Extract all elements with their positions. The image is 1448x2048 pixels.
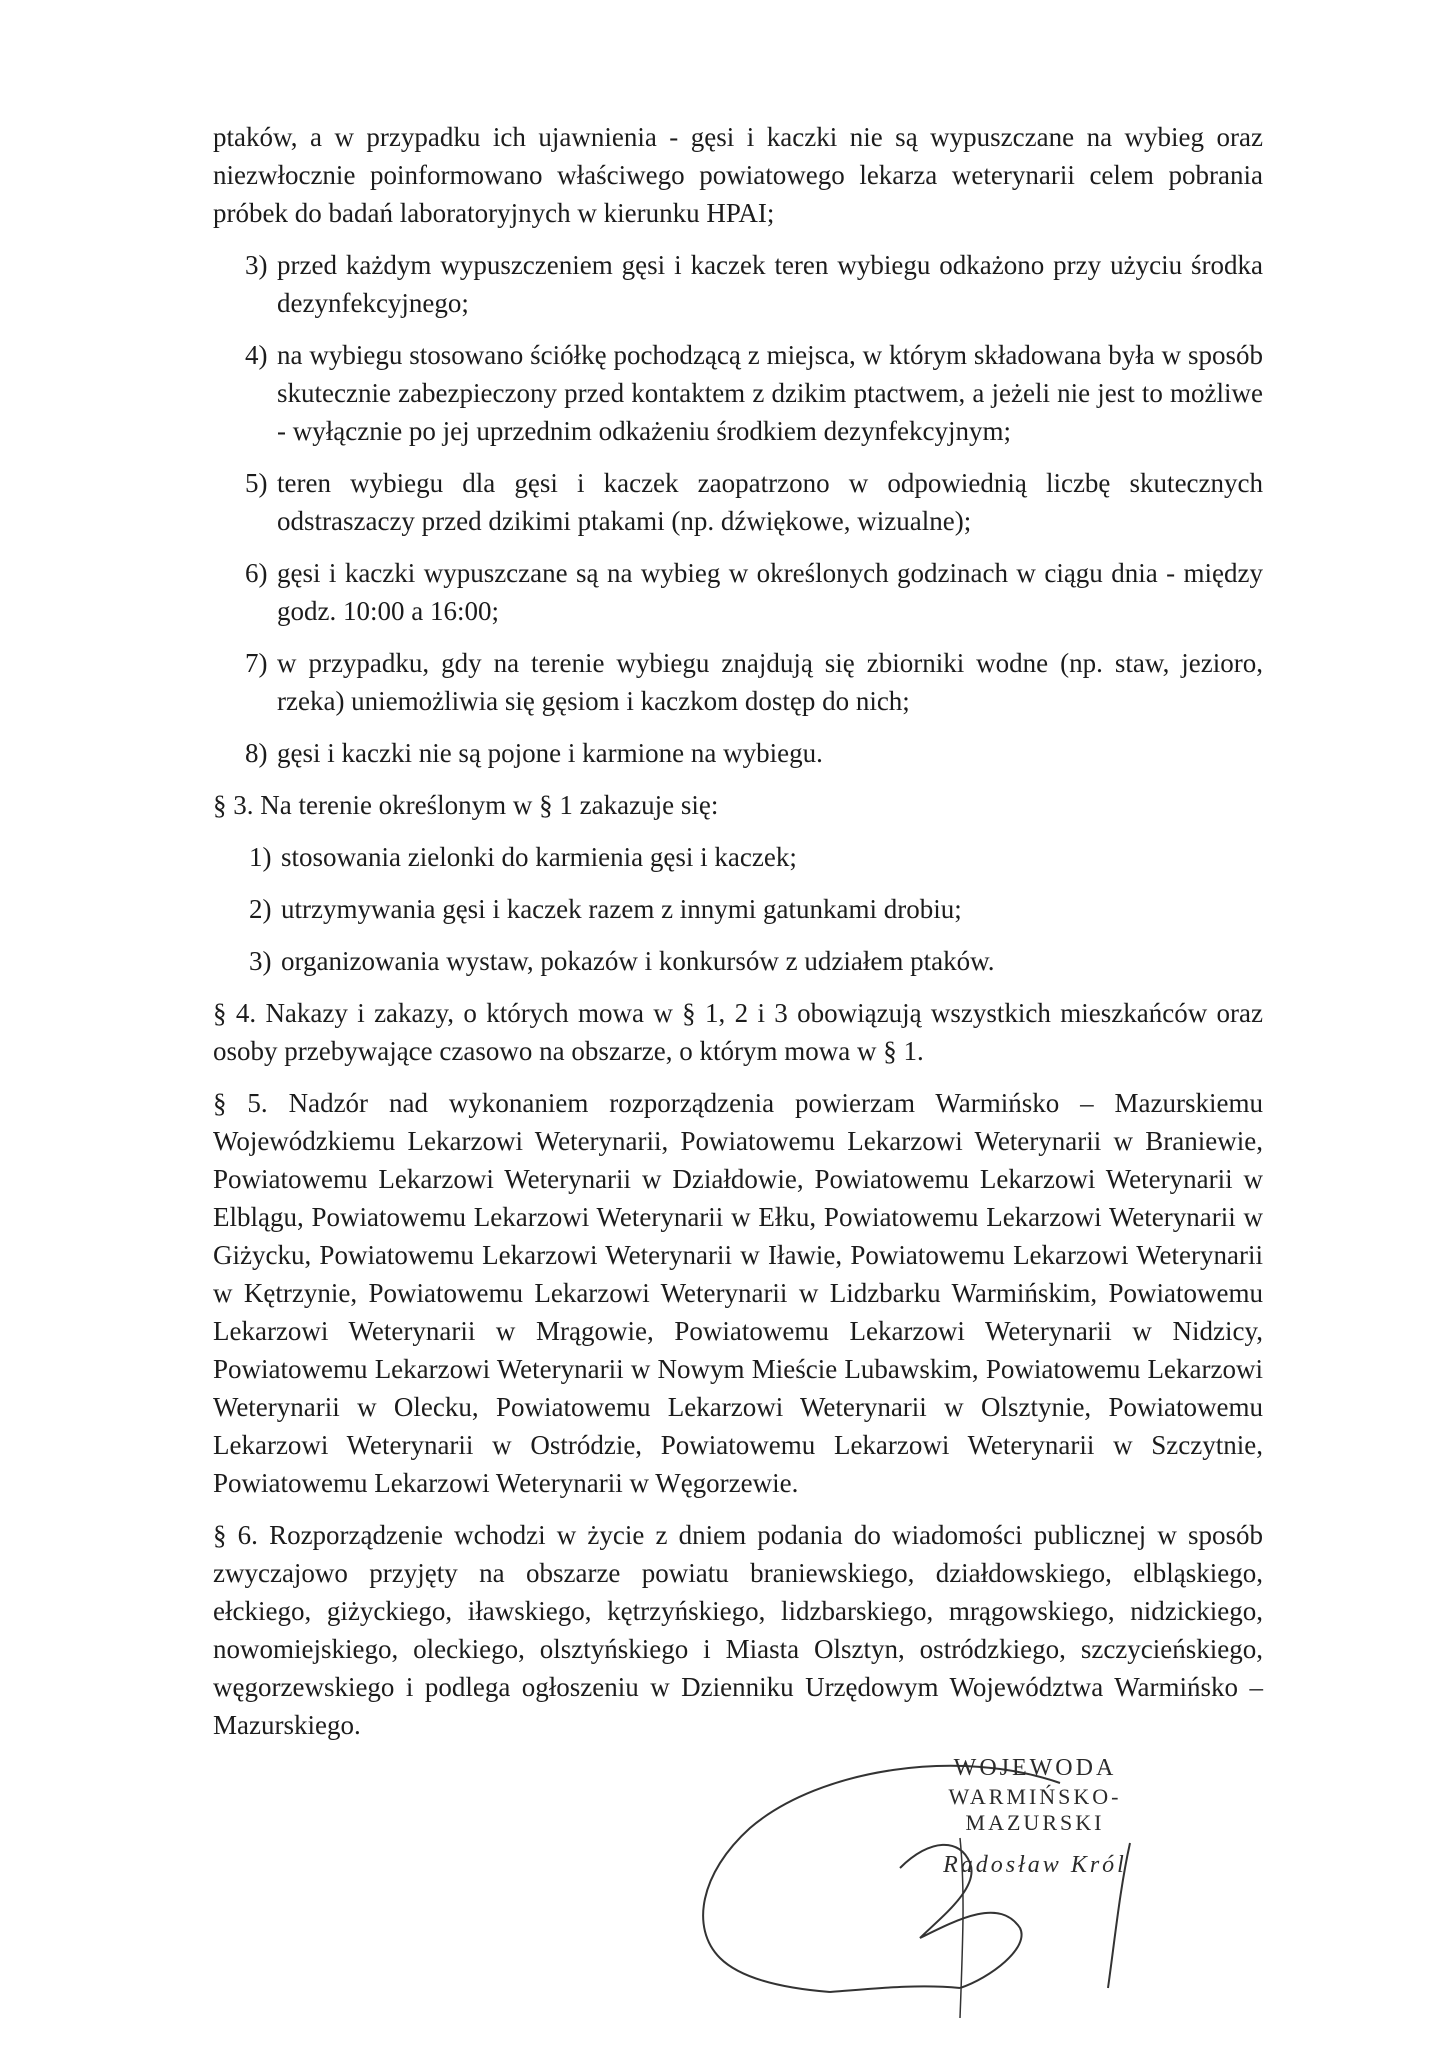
prohibitions-list <box>213 838 1263 980</box>
item-text: stosowania zielonki do karmienia gęsi i kaczek; <box>281 842 797 872</box>
list-item <box>213 554 1263 630</box>
item-number: 3) <box>245 250 268 280</box>
section-text: Na terenie określonym w § 1 zakazuje się: <box>260 790 719 820</box>
section-text: Rozporządzenie wchodzi w życie z dniem podania do wiadomości publicznej w sposób zwyczajowo przyjęty na obszarze powiatu braniewskiego, działdowskiego, elbląskiego, ełckiego, giżyckiego, iławskiego, kętrzyńskiego, lidzbarskiego, mrągowskiego, nidzickiego, nowomiejskiego, oleckiego, olsztyńskiego i Miasta Olsztyn, ostródzkiego, szczycieńskiego, węgorzewskiego i podlega ogłoszeniu w Dzienniku Urzędowym Województwa Warmińsko – Mazurskiego. <box>213 1520 1263 1740</box>
list-item <box>213 644 1263 720</box>
requirements-list <box>213 246 1263 772</box>
item-text: na wybiegu stosowano ściółkę pochodzącą z miejsca, w którym składowana była w sposób skutecznie zabezpieczony przed kontaktem z dzikim ptactwem, a jeżeli nie jest to możliwe - wyłącznie po jej uprzednim odkażeniu środkiem dezynfekcyjnym; <box>277 340 1263 446</box>
item-text: gęsi i kaczki nie są pojone i karmione na wybiegu. <box>277 738 823 768</box>
item-number: 7) <box>245 648 268 678</box>
section-3 <box>213 786 1263 824</box>
list-item <box>213 336 1263 450</box>
item-text: organizowania wystaw, pokazów i konkursów z udziałem ptaków. <box>281 946 995 976</box>
list-item <box>213 464 1263 540</box>
intro-paragraph: ptaków, a w przypadku ich ujawnienia - gęsi i kaczki nie są wypuszczane na wybieg oraz niezwłocznie poinformowano właściwego powiatowego lekarza weterynarii celem pobrania próbek do badań laboratoryjnych w kierunku HPAI; <box>213 122 1263 228</box>
section-4 <box>213 994 1263 1070</box>
list-item <box>213 838 1263 876</box>
section-number: § 4. <box>213 998 257 1028</box>
list-item <box>213 246 1263 322</box>
section-5 <box>213 1084 1263 1502</box>
item-number: 5) <box>245 468 268 498</box>
section-number: § 3. <box>213 790 254 820</box>
item-text: przed każdym wypuszczeniem gęsi i kaczek teren wybiegu odkażono przy użyciu środka dezynfekcyjnego; <box>277 250 1263 318</box>
list-item <box>213 890 1263 928</box>
stamp-title: WOJEWODA <box>953 1755 1117 1781</box>
item-number: 3) <box>249 946 272 976</box>
list-item <box>213 734 1263 772</box>
item-number: 1) <box>249 842 272 872</box>
item-number: 8) <box>245 738 268 768</box>
stamp-subtitle: WARMIŃSKO-MAZURSKI <box>948 1784 1122 1835</box>
section-text: Nakazy i zakazy, o których mowa w § 1, 2 i 3 obowiązują wszystkich mieszkańców oraz osoby przebywające czasowo na obszarze, o którym mowa w § 1. <box>213 998 1264 1066</box>
section-text: Nadzór nad wykonaniem rozporządzenia powierzam Warmińsko – Mazurskiemu Wojewódzkiemu Lekarzowi Weterynarii, Powiatowemu Lekarzowi Weterynarii w Braniewie, Powiatowemu Lekarzowi Weterynarii w Działdowie, Powiatowemu Lekarzowi Weterynarii w Elblągu, Powiatowemu Lekarzowi Weterynarii w Ełku, Powiatowemu Lekarzowi Weterynarii w Giżycku, Powiatowemu Lekarzowi Weterynarii w Iławie, Powiatowemu Lekarzowi Weterynarii w Kętrzynie, Powiatowemu Lekarzowi Weterynarii w Lidzbarku Warmińskim, Powiatowemu Lekarzowi Weterynarii w Mrągowie, Powiatowemu Lekarzowi Weterynarii w Nidzicy, Powiatowemu Lekarzowi Weterynarii w Nowym Mieście Lubawskim, Powiatowemu Lekarzowi Weterynarii w Olecku, Powiatowemu Lekarzowi Weterynarii w Olsztynie, Powiatowemu Lekarzowi Weterynarii w Ostródzie, Powiatowemu Lekarzowi Weterynarii w Szczytnie, Powiatowemu Lekarzowi Weterynarii w Węgorzewie. <box>213 1088 1264 1498</box>
item-number: 2) <box>249 894 272 924</box>
section-number: § 5. <box>213 1088 268 1118</box>
item-text: w przypadku, gdy na terenie wybiegu znajdują się zbiorniki wodne (np. staw, jezioro, rzeka) uniemożliwia się gęsiom i kaczkom dostęp do nich; <box>277 648 1263 716</box>
item-text: gęsi i kaczki wypuszczane są na wybieg w określonych godzinach w ciągu dnia - między godz. 10:00 a 16:00; <box>277 558 1263 626</box>
stamp-name: Radosław Król <box>943 1852 1127 1878</box>
section-number: § 6. <box>213 1520 258 1550</box>
list-item <box>213 942 1263 980</box>
item-number: 6) <box>245 558 268 588</box>
item-text: teren wybiegu dla gęsi i kaczek zaopatrzono w odpowiednią liczbę skutecznych odstraszaczy przed dzikimi ptakami (np. dźwiękowe, wizualne); <box>277 468 1263 536</box>
item-number: 4) <box>245 340 268 370</box>
item-text: utrzymywania gęsi i kaczek razem z innymi gatunkami drobiu; <box>281 894 962 924</box>
document-body <box>213 118 1263 1758</box>
official-stamp <box>900 1755 1170 1879</box>
